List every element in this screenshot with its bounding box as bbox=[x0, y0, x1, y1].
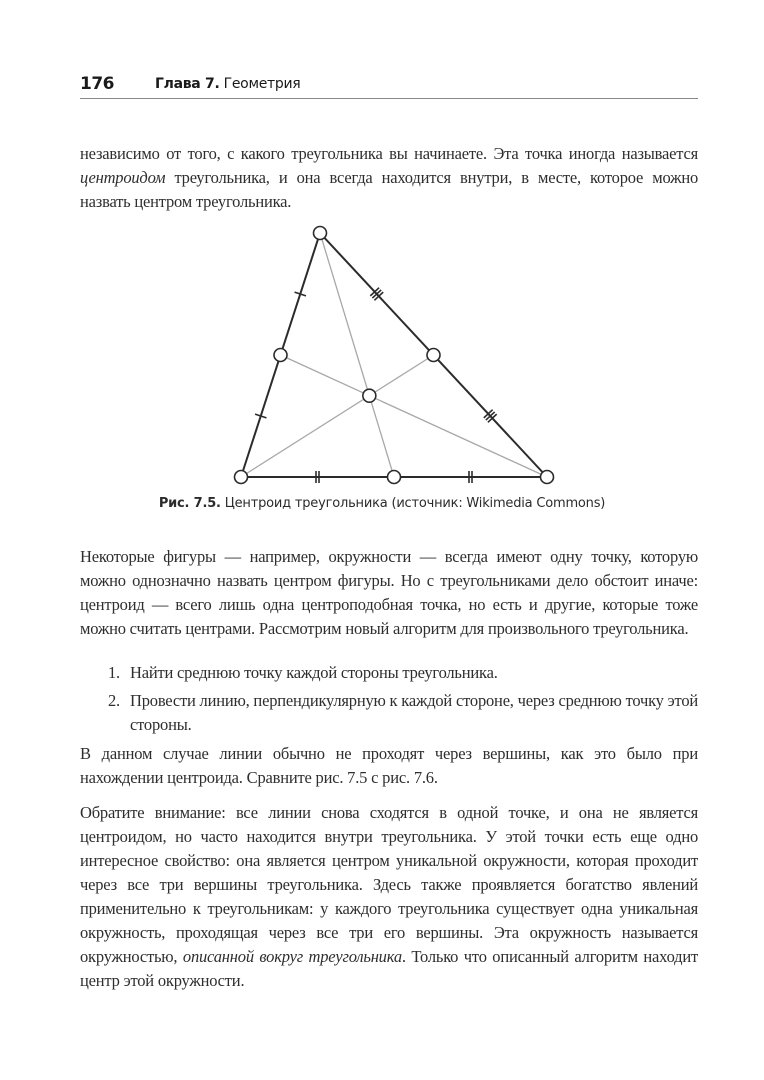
text-run: Обратите внимание: все линии снова сходятся в одной точке, и она не является центроидом, но часто находится внутри треугольника. У этой точки есть еще одно интересное свойство: она является центром уникальной окружности, которая проходит через все три вершины треугольника. Здесь также проявляется богатство явлений применительно к треугольникам: у каждого треугольника существует одна уникальная окружность, проходящая через все три его вершины. Эта окружность называется окружностью, bbox=[80, 803, 698, 966]
text-run: . Только что описанный алгоритм находит центр этой окружности. bbox=[80, 947, 698, 990]
chapter-title: Геометрия bbox=[223, 76, 301, 92]
term-circumscribed: описанной вокруг треугольника bbox=[182, 947, 402, 966]
paragraph-compare: В данном случае линии обычно не проходят через вершины, как это было при нахождении центроида. Сравните рис. 7.5 с рис. 7.6. bbox=[80, 744, 698, 787]
paragraph-circumcircle bbox=[80, 801, 698, 993]
text-run: треугольника, и она всегда находится внутри, в месте, которое можно назвать центром треугольника. bbox=[80, 168, 698, 211]
text-run: независимо от того, с какого треугольника вы начинаете. Эта точка иногда называется bbox=[80, 144, 698, 163]
figure-centroid bbox=[0, 220, 764, 490]
centroid-point bbox=[363, 389, 376, 402]
algorithm-list bbox=[80, 661, 698, 741]
vertex-bottom-right bbox=[541, 471, 554, 484]
vertex-top bbox=[314, 227, 327, 240]
triangle-diagram bbox=[0, 220, 764, 490]
median-a bbox=[320, 233, 394, 477]
page-number: 176 bbox=[80, 74, 114, 94]
list-text: Найти среднюю точку каждой стороны треугольника. bbox=[130, 663, 498, 682]
list-item bbox=[80, 661, 698, 685]
vertex-bottom-left bbox=[235, 471, 248, 484]
figure-caption-text: Центроид треугольника (источник: Wikimedia Commons) bbox=[224, 496, 606, 511]
midpoint-bottom bbox=[388, 471, 401, 484]
list-item bbox=[80, 689, 698, 737]
midpoint-right bbox=[427, 349, 440, 362]
list-number: 1. bbox=[108, 663, 120, 682]
list-text: Провести линию, перпендикулярную к каждой стороне, через среднюю точку этой стороны. bbox=[130, 691, 699, 734]
paragraph-intro bbox=[80, 142, 698, 214]
points bbox=[235, 227, 554, 484]
median-c bbox=[281, 355, 548, 477]
figure-caption bbox=[0, 496, 764, 511]
term-centroid: центроидом bbox=[80, 168, 166, 187]
list-number: 2. bbox=[108, 691, 120, 710]
chapter-label: Глава 7. bbox=[155, 76, 220, 92]
median-b bbox=[241, 355, 434, 477]
page-header bbox=[80, 70, 698, 99]
running-head bbox=[155, 76, 300, 92]
paragraph-centers: Некоторые фигуры — например, окружности — всегда имеют одну точку, которую можно однозначно назвать центром фигуры. Но с треугольниками дело обстоит иначе: центроид — всего лишь одна центроподобная точка, но есть и другие, которые тоже можно считать центрами. Рассмотрим новый алгоритм для произвольного треугольника. bbox=[80, 547, 698, 638]
figure-label: Рис. 7.5. bbox=[158, 496, 221, 511]
midpoint-left bbox=[274, 349, 287, 362]
